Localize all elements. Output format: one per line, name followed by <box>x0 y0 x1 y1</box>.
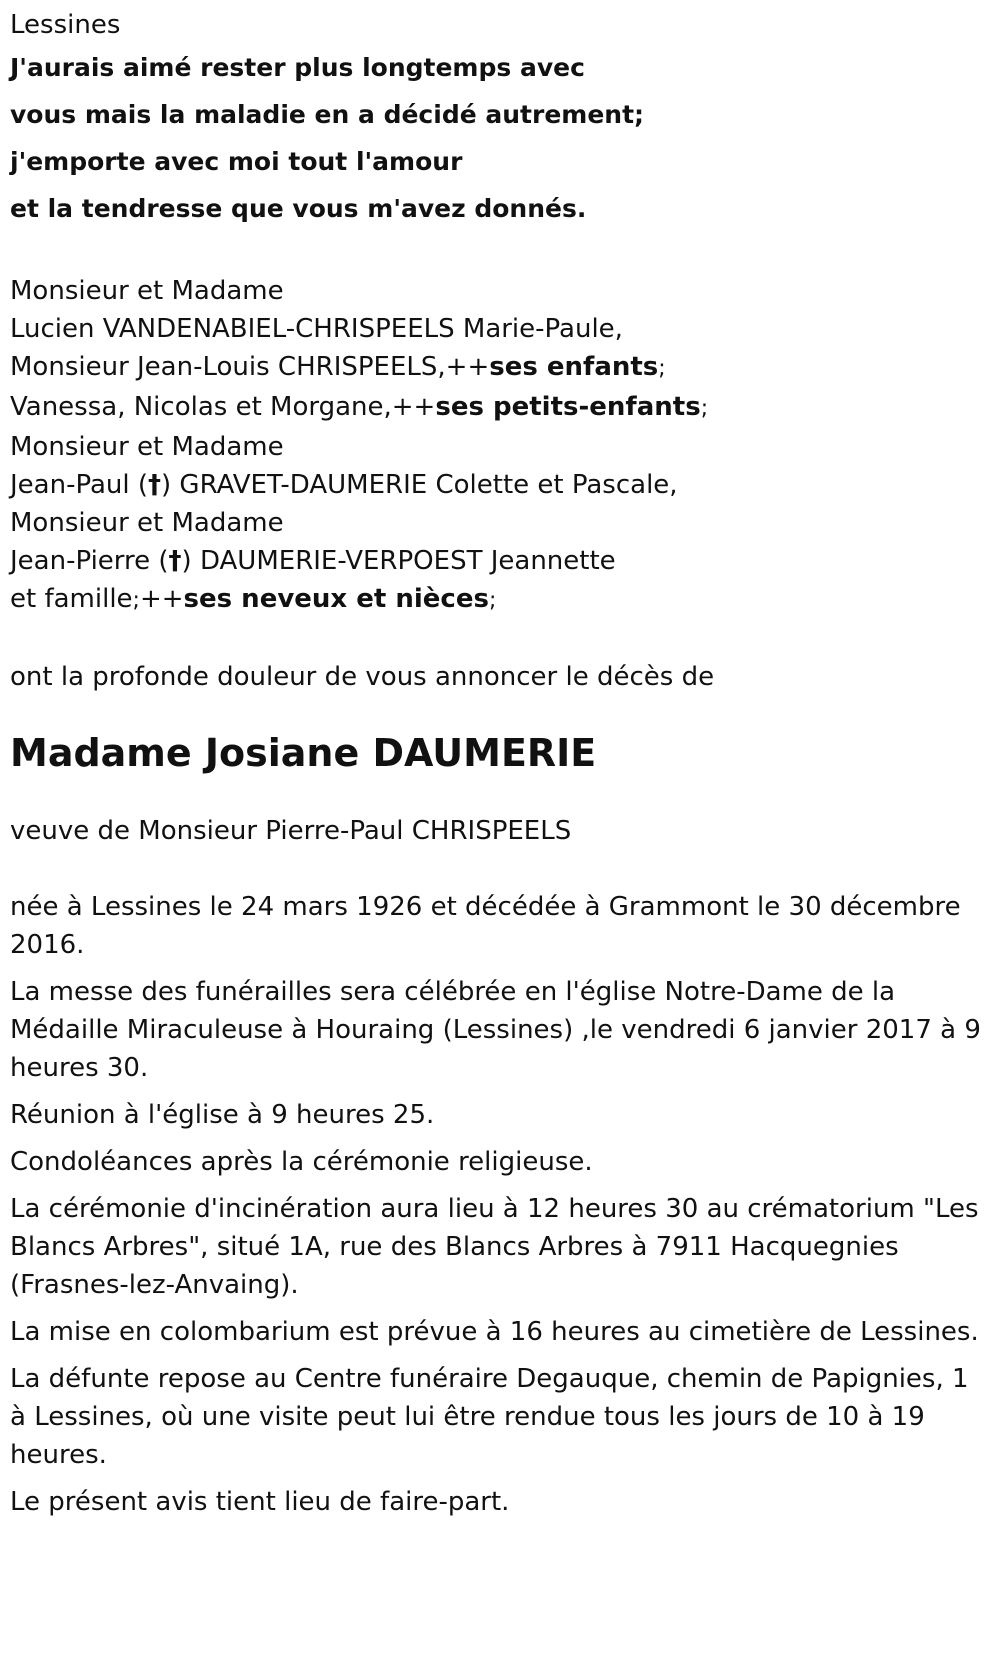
family-relation: ses neveux et nièces <box>183 584 489 614</box>
poem-block <box>10 44 990 232</box>
family-names: Monsieur Jean-Louis CHRISPEELS,++ <box>10 352 490 382</box>
cross-icon: † <box>168 546 182 576</box>
condolences-paragraph: Condoléances après la cérémonie religieuse. <box>10 1147 593 1177</box>
family-line: Monsieur et Madame <box>10 276 284 306</box>
family-line: Monsieur et Madame <box>10 508 284 538</box>
widow-line: veuve de Monsieur Pierre-Paul CHRISPEELS <box>10 816 572 846</box>
poem-line: vous mais la maladie en a décidé autrement; <box>10 100 645 129</box>
family-names: ) GRAVET-DAUMERIE Colette et Pascale, <box>161 470 678 500</box>
family-line <box>10 388 990 428</box>
announcement-text: ont la profonde douleur de vous annoncer le décès de <box>10 662 715 692</box>
family-names: et famille <box>10 584 133 614</box>
mass-paragraph: La messe des funérailles sera célébrée en l'église Notre-Dame de la Médaille Miraculeuse à Houraing (Lessines) ,le vendredi 6 janvier 2017 à 9 heures 30. <box>10 977 981 1083</box>
family-names: ) DAUMERIE-VERPOEST Jeannette <box>181 546 616 576</box>
poem-line: et la tendresse que vous m'avez donnés. <box>10 194 587 223</box>
family-relation: ses petits-enfants <box>435 392 701 422</box>
family-relation: ses enfants <box>489 352 659 382</box>
family-list <box>10 272 990 620</box>
cross-icon: † <box>148 470 162 500</box>
city-heading: Lessines <box>10 10 121 40</box>
columbarium-paragraph: La mise en colombarium est prévue à 16 heures au cimetière de Lessines. <box>10 1317 979 1347</box>
poem-line: j'emporte avec moi tout l'amour <box>10 147 463 176</box>
family-line <box>10 348 990 388</box>
deceased-name: Madame Josiane DAUMERIE <box>10 731 597 775</box>
family-names: Vanessa, Nicolas et Morgane,++ <box>10 392 436 422</box>
family-line: Lucien VANDENABIEL-CHRISPEELS Marie-Paule, <box>10 314 623 344</box>
birth-death-paragraph: née à Lessines le 24 mars 1926 et décédée à Grammont le 30 décembre 2016. <box>10 892 961 960</box>
family-line: Monsieur et Madame <box>10 432 284 462</box>
family-line <box>10 580 990 620</box>
poem-line: J'aurais aimé rester plus longtemps avec <box>10 53 585 82</box>
family-punct: ; <box>700 396 709 421</box>
family-plus: ++ <box>139 584 184 614</box>
family-line <box>10 466 990 504</box>
family-names: Jean-Paul ( <box>10 470 149 500</box>
family-punct: ; <box>132 588 140 613</box>
meeting-paragraph: Réunion à l'église à 9 heures 25. <box>10 1100 435 1130</box>
notice-paragraph: Le présent avis tient lieu de faire-part. <box>10 1487 510 1517</box>
family-names: Jean-Pierre ( <box>10 546 169 576</box>
cremation-paragraph: La cérémonie d'incinération aura lieu à 12 heures 30 au crématorium "Les Blancs Arbres", situé 1A, rue des Blancs Arbres à 7911 Hacquegnies (Frasnes-lez-Anvaing). <box>10 1194 979 1300</box>
visitation-paragraph: La défunte repose au Centre funéraire Degauque, chemin de Papignies, 1 à Lessines, où une visite peut lui être rendue tous les jours de 10 à 19 heures. <box>10 1364 969 1470</box>
family-line <box>10 542 990 580</box>
family-punct: ; <box>658 356 666 381</box>
family-punct: ; <box>488 588 497 613</box>
